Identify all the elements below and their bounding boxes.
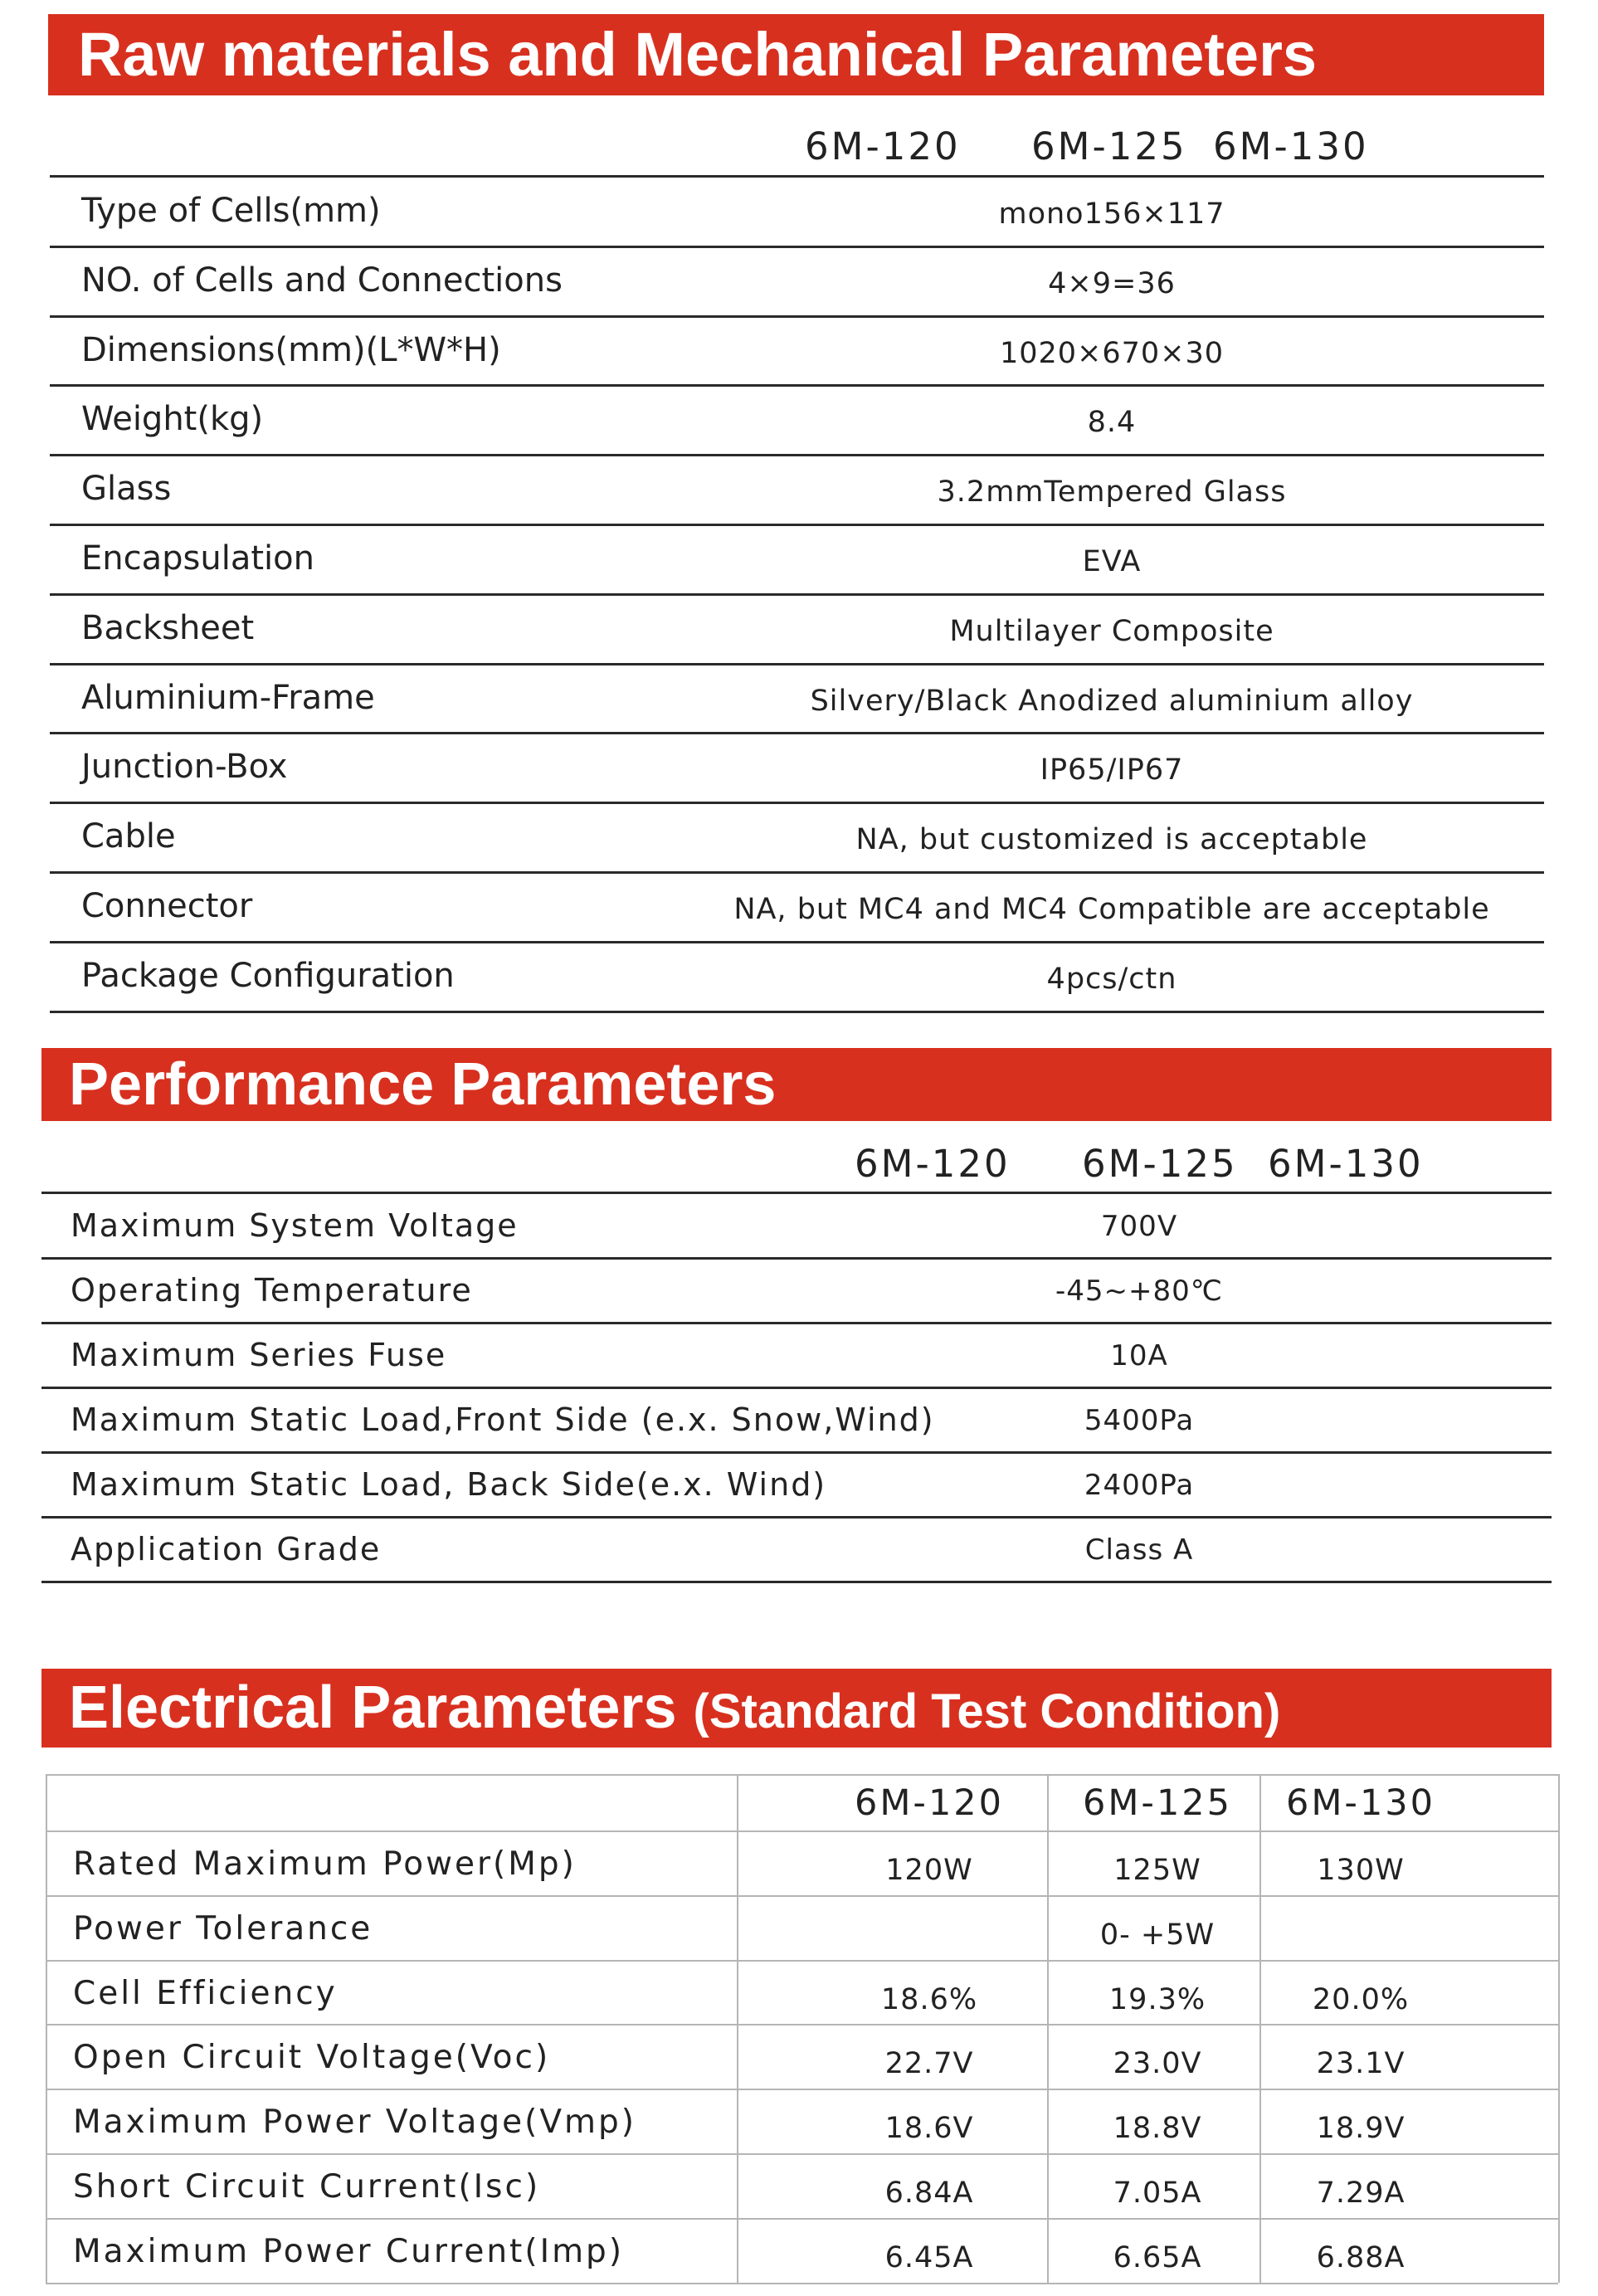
elec-row-rule: [46, 2024, 1558, 2025]
electrical-section-subtitle: (Standard Test Condition): [693, 1684, 1281, 1738]
raw-row-value: Multilayer Composite: [949, 614, 1274, 648]
elec-column-rule: [737, 1774, 738, 2283]
elec-row-label: Cell Efficiency: [73, 1974, 338, 2012]
elec-row-value: 7.05A: [1113, 2177, 1202, 2210]
raw-model-header-1: 6M-120: [805, 124, 961, 168]
raw-row-value: 4pcs/ctn: [1046, 962, 1177, 996]
elec-row-value: 6.45A: [884, 2240, 974, 2274]
perf-row-rule: [41, 1387, 1552, 1389]
raw-row-value: 1020×670×30: [999, 336, 1225, 370]
raw-row-rule: [50, 941, 1544, 943]
elec-row-label: Maximum Power Current(Imp): [73, 2232, 625, 2270]
perf-row-value: 5400Pa: [1084, 1404, 1195, 1437]
elec-row-value: 20.0%: [1312, 1982, 1410, 2016]
raw-model-header-2: 6M-125: [1031, 124, 1187, 168]
elec-column-rule: [1259, 1774, 1261, 2283]
perf-row-label: Application Grade: [71, 1531, 382, 1567]
perf-row-rule: [41, 1451, 1552, 1454]
elec-row-value: 0- +5W: [1099, 1918, 1216, 1952]
perf-row-value: 700V: [1100, 1210, 1178, 1243]
raw-row-value: 4×9=36: [1048, 266, 1176, 300]
perf-model-header-2: 6M-125: [1082, 1142, 1238, 1186]
perf-header-rule: [41, 1192, 1552, 1194]
elec-row-value: 18.8V: [1113, 2112, 1202, 2146]
elec-column-rule: [1047, 1774, 1049, 2283]
elec-row-label: Short Circuit Current(Isc): [73, 2168, 541, 2206]
performance-section-title: Performance Parameters: [69, 1051, 777, 1118]
raw-row-value: IP65/IP67: [1040, 753, 1184, 787]
elec-column-rule: [46, 1774, 47, 2283]
elec-row-value: 120W: [885, 1854, 973, 1887]
elec-row-value: 18.9V: [1316, 2112, 1406, 2146]
raw-model-header-3: 6M-130: [1213, 124, 1369, 168]
raw-row-label: Junction-Box: [81, 748, 288, 787]
elec-row-rule: [46, 2283, 1558, 2284]
electrical-section-banner: [41, 1669, 1552, 1748]
raw-row-rule: [50, 802, 1544, 804]
elec-row-label: Power Tolerance: [73, 1909, 373, 1947]
raw-row-rule: [50, 315, 1544, 318]
elec-row-label: Open Circuit Voltage(Voc): [73, 2039, 551, 2077]
raw-row-label: NO. of Cells and Connections: [81, 261, 563, 300]
elec-header-rule: [46, 1830, 1558, 1832]
raw-row-label: Backsheet: [81, 608, 255, 647]
perf-row-label: Maximum Static Load,Front Side (e.x. Snow,Wind): [71, 1401, 935, 1438]
raw-row-rule: [50, 246, 1544, 248]
raw-row-label: Weight(kg): [81, 400, 264, 439]
elec-row-label: Maximum Power Voltage(Vmp): [73, 2103, 637, 2142]
performance-section-banner: [41, 1048, 1552, 1121]
raw-row-value: Silvery/Black Anodized aluminium alloy: [810, 684, 1414, 718]
raw-row-value: mono156×117: [998, 197, 1225, 231]
perf-row-label: Maximum Series Fuse: [71, 1337, 447, 1373]
perf-row-value: Class A: [1084, 1533, 1194, 1567]
raw-row-rule: [50, 593, 1544, 596]
raw-header-rule: [50, 175, 1544, 178]
perf-row-value: 2400Pa: [1084, 1469, 1195, 1502]
raw-row-label: Cable: [81, 817, 176, 856]
perf-row-label: Maximum Static Load, Back Side(e.x. Wind): [71, 1466, 827, 1503]
perf-row-label: Operating Temperature: [71, 1272, 473, 1309]
perf-model-header-3: 6M-130: [1268, 1142, 1424, 1186]
raw-row-label: Aluminium-Frame: [81, 678, 375, 717]
elec-row-value: 6.65A: [1113, 2240, 1202, 2274]
elec-row-rule: [46, 2218, 1558, 2220]
elec-column-rule: [1558, 1774, 1560, 2283]
perf-row-value: 10A: [1110, 1339, 1168, 1372]
elec-row-value: 18.6%: [880, 1982, 978, 2016]
perf-row-value: -45~+80℃: [1055, 1275, 1223, 1308]
perf-row-rule: [41, 1322, 1552, 1324]
elec-row-rule: [46, 1960, 1558, 1962]
perf-row-rule: [41, 1257, 1552, 1260]
raw-row-value: 8.4: [1087, 406, 1137, 440]
elec-row-value: 22.7V: [884, 2047, 974, 2081]
raw-row-rule: [50, 524, 1544, 526]
elec-row-value: 130W: [1317, 1854, 1405, 1887]
raw-row-label: Encapsulation: [81, 539, 314, 578]
elec-model-header: 6M-120: [854, 1782, 1005, 1824]
raw-row-label: Type of Cells(mm): [81, 192, 381, 230]
elec-row-value: 125W: [1113, 1854, 1201, 1887]
elec-row-value: 6.84A: [884, 2177, 974, 2210]
raw-row-value: NA, but customized is acceptable: [855, 823, 1368, 857]
raw-row-value: EVA: [1082, 545, 1142, 578]
raw-row-rule: [50, 1011, 1544, 1013]
elec-top-rule: [46, 1774, 1558, 1776]
raw-row-label: Connector: [81, 887, 253, 925]
elec-row-value: 19.3%: [1108, 1982, 1206, 2016]
raw-row-rule: [50, 384, 1544, 387]
elec-row-value: 23.1V: [1316, 2047, 1406, 2081]
raw-row-label: Glass: [81, 470, 172, 509]
raw-row-rule: [50, 871, 1544, 874]
raw-section-title: Raw materials and Mechanical Parameters: [78, 20, 1318, 89]
elec-row-label: Rated Maximum Power(Mp): [73, 1845, 577, 1883]
raw-row-rule: [50, 732, 1544, 734]
elec-row-rule: [46, 2089, 1558, 2090]
elec-row-value: 6.88A: [1316, 2240, 1406, 2274]
elec-row-value: 23.0V: [1113, 2047, 1202, 2081]
raw-row-rule: [50, 663, 1544, 665]
elec-row-rule: [46, 1895, 1558, 1897]
raw-row-value: 3.2mmTempered Glass: [937, 475, 1287, 509]
raw-row-rule: [50, 454, 1544, 456]
elec-model-header: 6M-130: [1285, 1782, 1436, 1824]
perf-row-rule: [41, 1581, 1552, 1583]
perf-model-header-1: 6M-120: [855, 1142, 1011, 1186]
raw-section-banner: [48, 14, 1544, 95]
elec-model-header: 6M-125: [1082, 1782, 1233, 1824]
elec-row-rule: [46, 2153, 1558, 2155]
electrical-section-title: Electrical Parameters: [69, 1674, 677, 1741]
elec-row-value: 7.29A: [1316, 2177, 1406, 2210]
elec-row-value: 18.6V: [884, 2112, 974, 2146]
perf-row-rule: [41, 1516, 1552, 1518]
perf-row-label: Maximum System Voltage: [71, 1207, 519, 1244]
raw-row-value: NA, but MC4 and MC4 Compatible are acceptable: [733, 893, 1490, 926]
raw-row-label: Package Configuration: [81, 956, 455, 995]
raw-row-label: Dimensions(mm)(L*W*H): [81, 330, 501, 369]
